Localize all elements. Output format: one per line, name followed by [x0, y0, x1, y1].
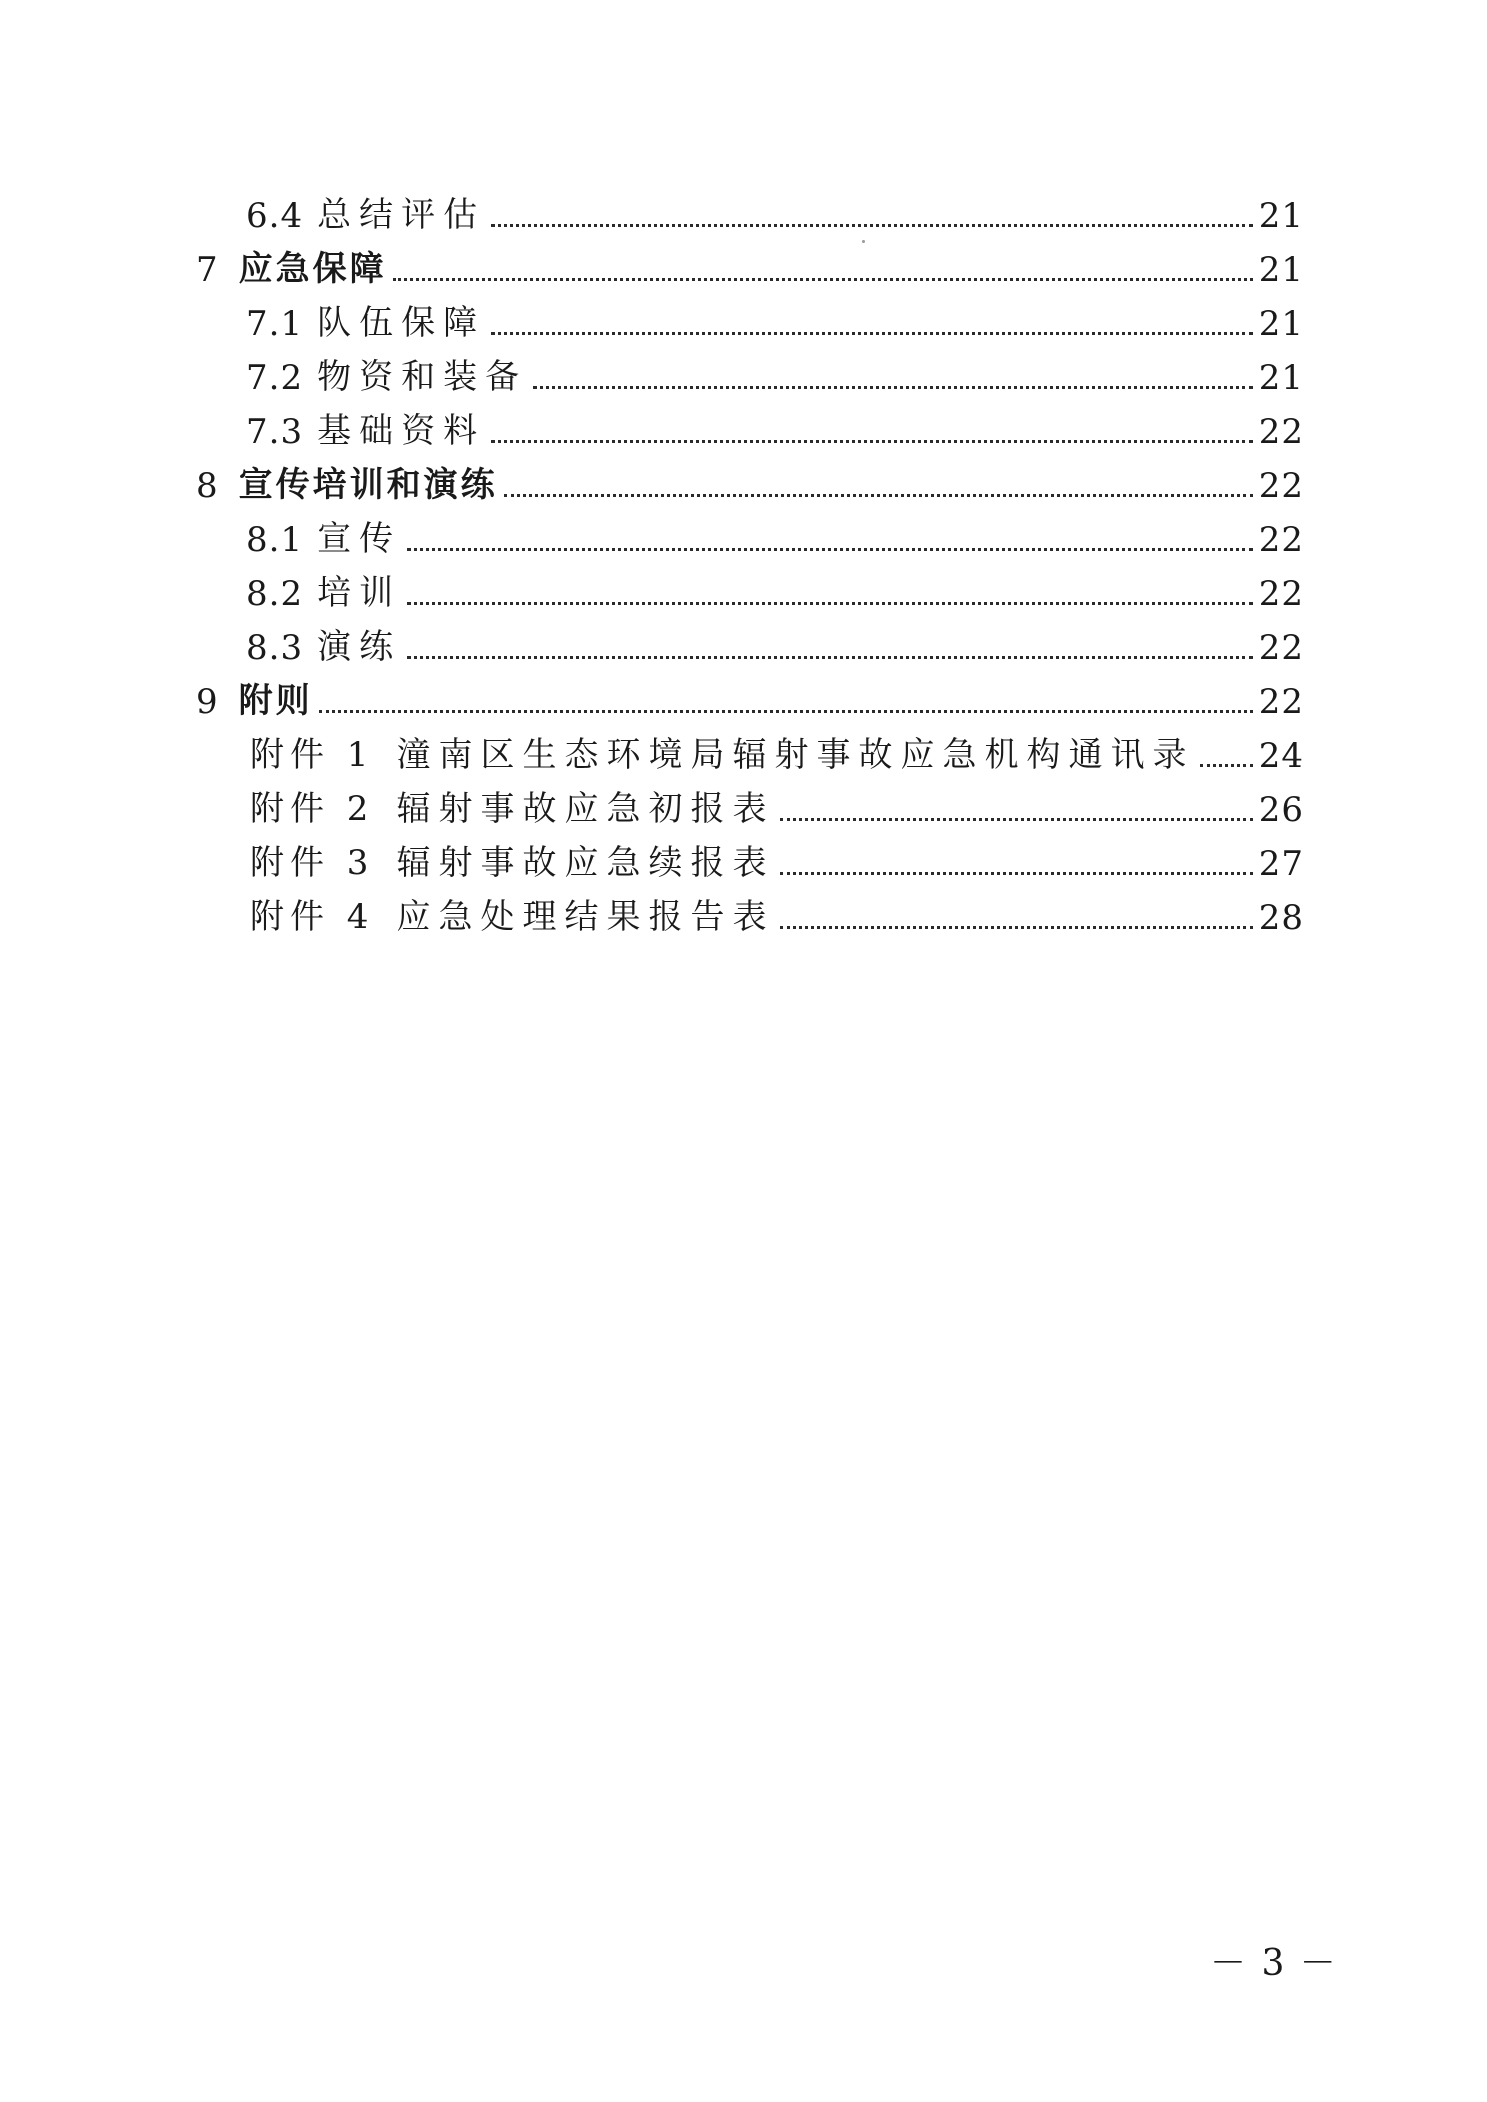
toc-entry-number: 8 [196, 466, 219, 506]
toc-dot-leader [319, 710, 1253, 713]
toc-entry-title: 应急保障 [238, 249, 387, 289]
toc-entry-page: 26 [1258, 790, 1304, 830]
toc-entry[interactable] [246, 614, 1304, 668]
toc-entry[interactable] [246, 560, 1304, 614]
toc-entry-title: 培训 [317, 573, 402, 613]
toc-entry-page: 21 [1258, 358, 1304, 398]
toc-entry-number: 8.2 [246, 574, 304, 614]
toc-entry-page: 22 [1258, 520, 1304, 560]
toc-entry[interactable] [246, 506, 1304, 560]
toc-entry-number: 7.1 [246, 304, 304, 344]
toc-dot-leader [1200, 764, 1252, 767]
toc-entry[interactable] [196, 668, 1304, 722]
toc-entry-title: 辐射事故应急初报表 [396, 789, 775, 829]
toc-entry[interactable] [250, 884, 1304, 938]
toc-entry-page: 24 [1258, 736, 1304, 776]
toc-dot-leader [533, 386, 1253, 389]
toc-entry-number: 附件 3 [250, 843, 375, 883]
toc-entry-title: 辐射事故应急续报表 [396, 843, 775, 883]
toc-entry[interactable] [250, 830, 1304, 884]
toc-entry-title: 总结评估 [317, 195, 486, 235]
toc-entry[interactable] [246, 398, 1304, 452]
toc-entry-title: 基础资料 [317, 411, 486, 451]
toc-entry-title: 宣传 [317, 519, 402, 559]
toc-dot-leader [407, 602, 1253, 605]
toc-entry-title: 附则 [238, 681, 313, 721]
toc-entry-title: 队伍保障 [317, 303, 486, 343]
toc-entry[interactable] [196, 452, 1304, 506]
toc-dot-leader [407, 656, 1253, 659]
toc-entry-number: 8.3 [246, 628, 304, 668]
scan-speck [862, 240, 865, 243]
toc-entry-page: 27 [1258, 844, 1304, 884]
toc-dot-leader [491, 332, 1253, 335]
toc-dot-leader [491, 224, 1253, 227]
toc-entry-page: 22 [1258, 628, 1304, 668]
toc-dot-leader [491, 440, 1253, 443]
toc-entry-number: 附件 4 [250, 897, 375, 937]
toc-entry[interactable] [246, 290, 1304, 344]
toc-entry-number: 7.2 [246, 358, 304, 398]
toc-entry-number: 7.3 [246, 412, 304, 452]
toc-entry-page: 22 [1258, 574, 1304, 614]
toc-entry-page: 22 [1258, 682, 1304, 722]
toc-dot-leader [780, 872, 1252, 875]
toc-entry[interactable] [196, 236, 1304, 290]
toc-entry[interactable] [250, 722, 1304, 776]
toc-entry-page: 21 [1258, 304, 1304, 344]
toc-dot-leader [393, 278, 1253, 281]
toc-entry-title: 物资和装备 [317, 357, 528, 397]
toc-dot-leader [780, 926, 1252, 929]
toc-entry-number: 9 [196, 682, 219, 722]
toc-dot-leader [504, 494, 1253, 497]
toc-dot-leader [407, 548, 1253, 551]
toc-entry-page: 21 [1258, 250, 1304, 290]
toc-entry-page: 22 [1258, 466, 1304, 506]
toc-entry-number: 附件 2 [250, 789, 375, 829]
toc-entry[interactable] [246, 182, 1304, 236]
toc-entry-title: 应急处理结果报告表 [396, 897, 775, 937]
toc-entry[interactable] [246, 344, 1304, 398]
toc-entry-page: 21 [1258, 196, 1304, 236]
toc-entry-title: 演练 [317, 627, 402, 667]
page-number: － 3 － [1210, 1943, 1338, 1984]
toc-entry-number: 附件 1 [250, 735, 375, 775]
toc-entry-page: 22 [1258, 412, 1304, 452]
toc-entry-title: 宣传培训和演练 [238, 465, 498, 505]
toc-entry-page: 28 [1258, 898, 1304, 938]
toc-entry-number: 8.1 [246, 520, 304, 560]
toc-entry[interactable] [250, 776, 1304, 830]
toc-entry-title: 潼南区生态环境局辐射事故应急机构通讯录 [396, 735, 1195, 775]
toc-entry-number: 7 [196, 250, 219, 290]
toc-entry-number: 6.4 [246, 196, 304, 236]
toc-dot-leader [780, 818, 1252, 821]
